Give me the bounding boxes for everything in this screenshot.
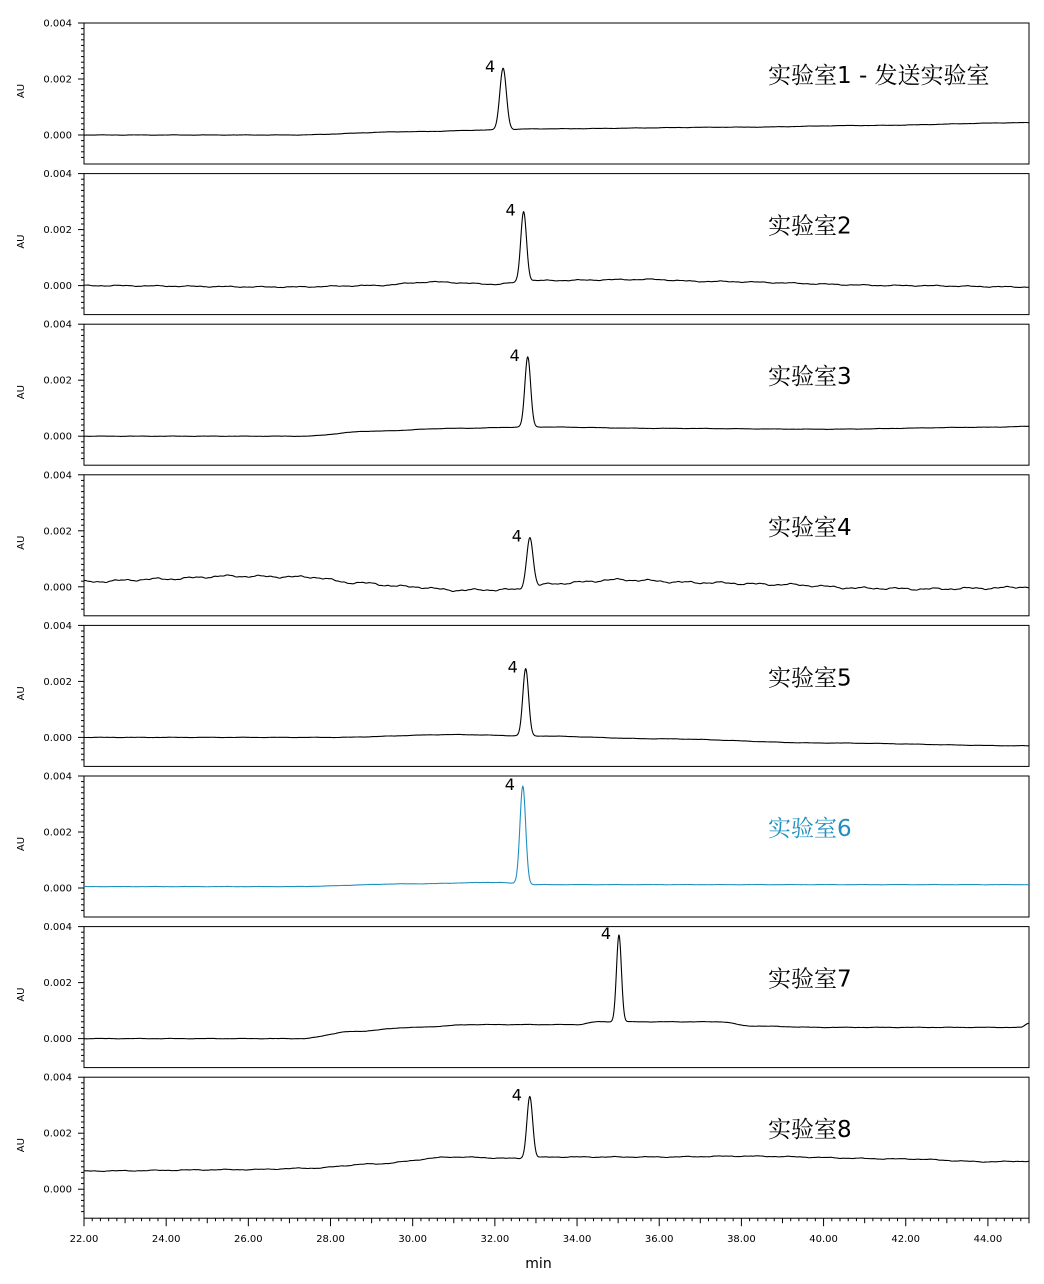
x-tick-label: 28.00 [316, 1234, 345, 1246]
y-tick-label: 0.000 [43, 431, 72, 443]
y-tick-label: 0.004 [43, 18, 72, 30]
y-tick-label: 0.004 [43, 620, 72, 632]
peak-label: 4 [600, 924, 612, 943]
x-tick-label: 38.00 [727, 1234, 756, 1246]
x-tick-label: 24.00 [151, 1234, 181, 1246]
panel-frame-2 [84, 174, 1029, 315]
y-tick-label: 0.000 [43, 1034, 72, 1046]
y-tick-label: 0.002 [43, 375, 72, 387]
y-tick-label: 0.000 [43, 732, 72, 744]
y-axis-title: AU [16, 535, 27, 550]
y-tick-label: 0.002 [43, 827, 72, 839]
trace-line-2 [84, 212, 1029, 288]
peak-label: 4 [509, 345, 520, 365]
y-axis-title: AU [16, 987, 27, 1002]
x-axis-title: min [525, 1256, 552, 1273]
panel-label-5: 实验室5 [768, 665, 852, 692]
panel-frame-8 [84, 1077, 1029, 1218]
panel-label-7: 实验室7 [768, 966, 852, 993]
y-axis-title: AU [16, 1138, 27, 1153]
y-axis-title: AU [16, 836, 27, 852]
y-tick-label: 0.004 [43, 771, 72, 783]
peak-label: 4 [505, 200, 516, 220]
panel-label-3: 实验室3 [768, 364, 852, 391]
y-tick-label: 0.000 [43, 281, 72, 293]
panel-frame-3 [84, 324, 1029, 465]
y-tick-label: 0.000 [43, 130, 72, 142]
panel-label-1: 实验室1 - 发送实验室 [768, 63, 990, 89]
x-tick-label: 40.00 [809, 1234, 838, 1246]
x-tick-label: 32.00 [480, 1234, 510, 1246]
x-tick-label: 22.00 [69, 1234, 99, 1246]
panel-label-2: 实验室2 [768, 213, 852, 240]
trace-line-4 [84, 538, 1029, 592]
panel-frame-7 [84, 927, 1029, 1068]
peak-label: 4 [511, 1085, 522, 1105]
y-tick-label: 0.004 [43, 319, 72, 331]
y-tick-label: 0.002 [43, 74, 72, 86]
panel-frame-4 [84, 475, 1029, 616]
trace-line-7 [84, 935, 1029, 1039]
panel-frame-5 [84, 625, 1029, 766]
peak-label: 4 [511, 526, 522, 546]
y-tick-label: 0.000 [43, 582, 72, 594]
x-tick-label: 42.00 [891, 1234, 921, 1246]
y-tick-label: 0.000 [43, 1184, 72, 1196]
y-tick-label: 0.002 [43, 1128, 72, 1140]
x-tick-label: 26.00 [234, 1234, 263, 1246]
y-axis-title: AU [16, 234, 27, 249]
trace-line-5 [84, 669, 1029, 746]
y-tick-label: 0.002 [43, 225, 72, 237]
peak-label: 4 [504, 775, 515, 795]
y-tick-label: 0.000 [43, 883, 72, 895]
y-tick-label: 0.002 [43, 978, 72, 990]
y-axis-title: AU [16, 83, 27, 99]
peak-label: 4 [507, 657, 518, 677]
y-tick-label: 0.004 [43, 922, 72, 934]
trace-line-6 [84, 786, 1029, 887]
x-tick-label: 36.00 [644, 1234, 674, 1246]
y-tick-label: 0.002 [43, 526, 72, 538]
panel-label-8: 实验室8 [768, 1117, 852, 1144]
panel-label-6: 实验室6 [768, 816, 852, 842]
trace-line-8 [84, 1097, 1029, 1172]
x-tick-label: 34.00 [562, 1234, 592, 1246]
trace-line-3 [84, 357, 1029, 437]
y-tick-label: 0.004 [43, 1072, 72, 1084]
y-tick-label: 0.004 [43, 470, 72, 482]
panel-frame-6 [84, 776, 1029, 917]
y-axis-title: AU [16, 385, 27, 400]
panel-label-4: 实验室4 [768, 514, 852, 541]
peak-label: 4 [484, 57, 496, 77]
y-axis-title: AU [16, 686, 27, 701]
panel-frame-1 [84, 23, 1029, 164]
y-tick-label: 0.002 [43, 676, 72, 688]
x-tick-label: 30.00 [398, 1234, 428, 1246]
x-tick-label: 44.00 [973, 1234, 1003, 1246]
y-tick-label: 0.004 [43, 169, 72, 181]
